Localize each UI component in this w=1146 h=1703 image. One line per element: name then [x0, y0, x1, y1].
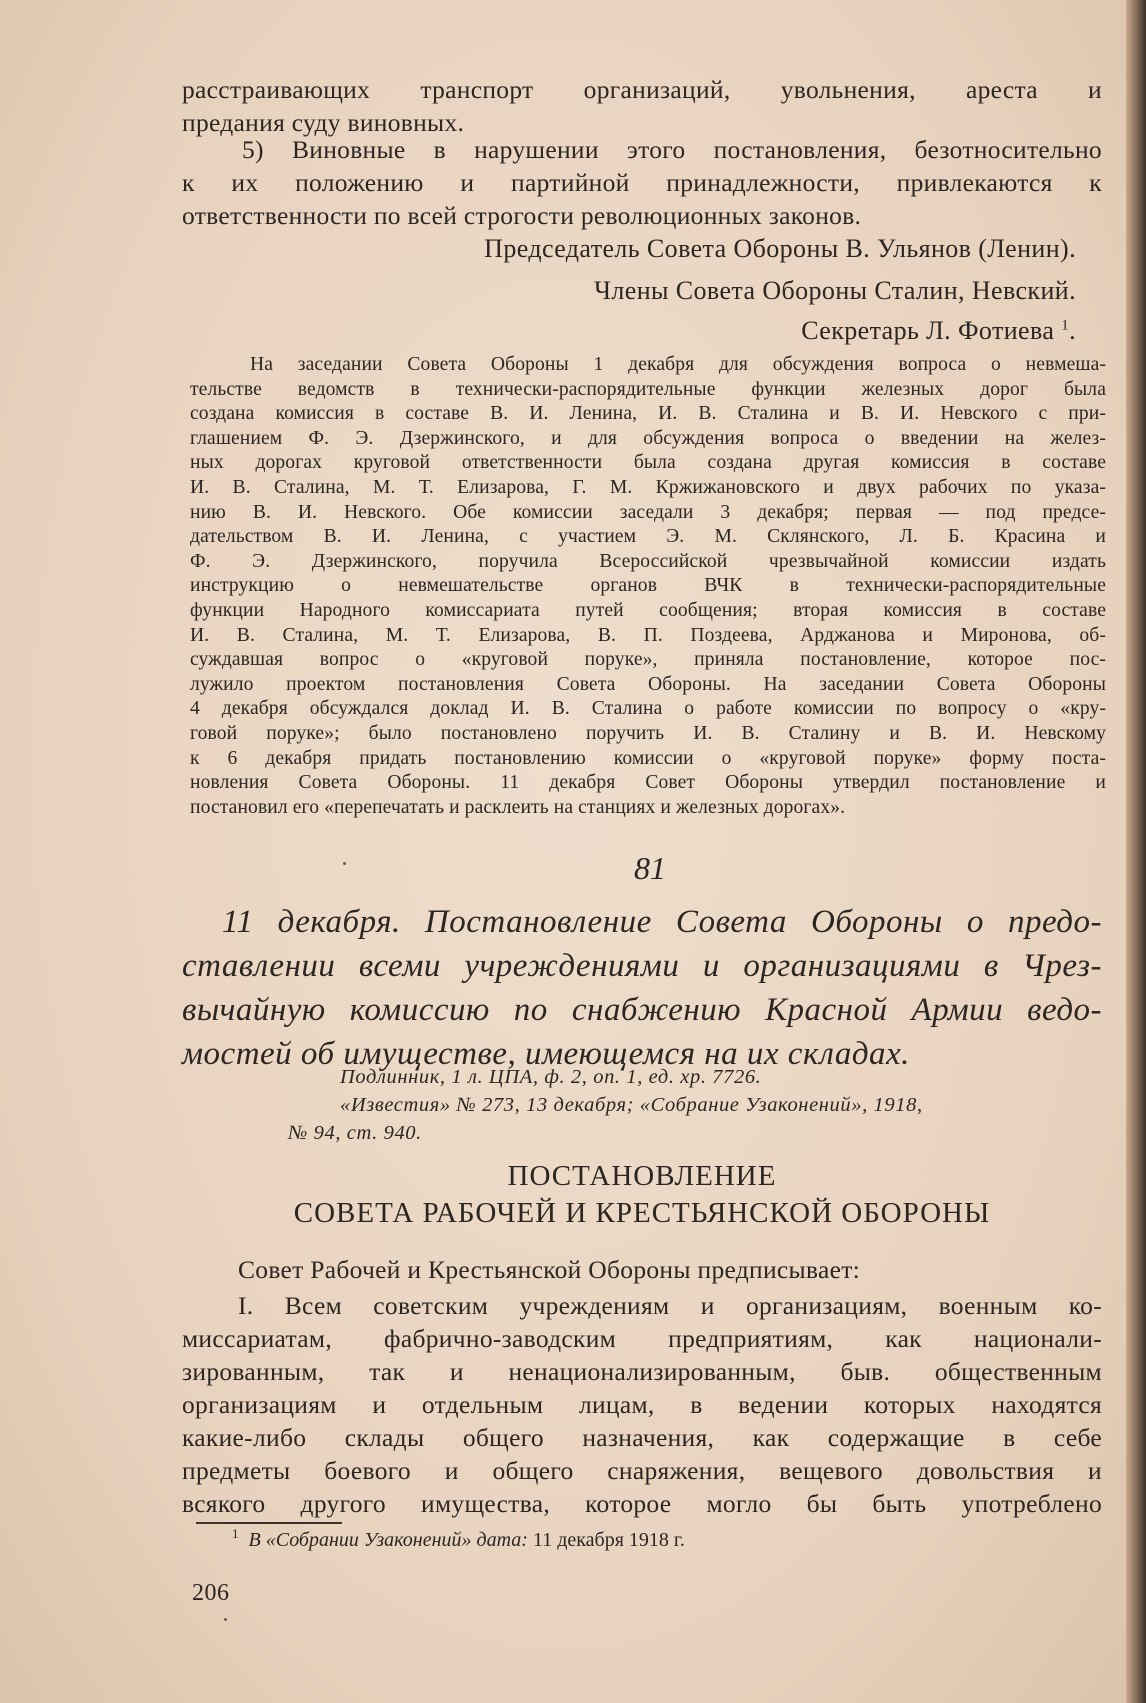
note-line: нию В. И. Невского. Обе комиссии заседали 3 декабря; первая — под предсе-: [190, 501, 1106, 523]
text-line: миссариатам, фабрично-заводским предприятиям, как национали-: [182, 1324, 1102, 1353]
signature-members: Члены Совета Обороны Сталин, Невский.: [594, 276, 1076, 305]
note-line: говой поруке»; было постановлено поручить И. В. Сталину и В. И. Невскому: [190, 722, 1106, 744]
note-line: тельстве ведомств в технически-распорядительные функции железных дорог была: [190, 378, 1106, 400]
note-line: создана комиссия в составе В. И. Ленина, И. В. Сталина и В. И. Невского с при-: [190, 403, 1106, 425]
note-line: новления Совета Обороны. 11 декабря Совет Обороны утвердил постановление и: [190, 772, 1106, 794]
footnote-italic: В «Собрании Узаконений» дата:: [248, 1529, 528, 1551]
note-line: суждавшая вопрос о «круговой поруке», приняла постановление, которое пос-: [190, 649, 1106, 671]
secretary-text: Секретарь Л. Фотиева: [801, 316, 1055, 345]
note-line: ных дорогах круговой ответственности была создана другая комиссия в составе: [190, 452, 1106, 474]
footnote-mark: 1: [1061, 317, 1070, 334]
note-line: На заседании Совета Обороны 1 декабря для обсуждения вопроса о невмеша-: [250, 354, 1106, 375]
decree-title-line-2: СОВЕТА РАБОЧЕЙ И КРЕСТЬЯНСКОЙ ОБОРОНЫ: [293, 1197, 991, 1229]
note-line: постановил его «перепечатать и расклеить на станциях и железных дорогах».: [190, 796, 846, 818]
text-line: 5) Виновные в нарушении этого постановления, безотносительно: [242, 135, 1102, 164]
page-number: 206: [192, 1580, 230, 1606]
note-line: глашением Ф. Э. Дзержинского, и для обсуждения вопроса о введении на желез-: [190, 427, 1106, 449]
document-heading: [182, 900, 1102, 1076]
signature-chairman: Председатель Совета Обороны В. Ульянов (Ленин).: [484, 234, 1076, 263]
note-line: функции Народного комиссариата путей сообщения; вторая комиссия в составе: [190, 599, 1106, 621]
decree-body: [182, 1253, 1102, 1520]
text-line: расстраивающих транспорт организаций, увольнения, ареста и: [182, 75, 1102, 104]
note-line: дательством В. И. Ленина, с участием Э. М. Склянского, Л. Б. Красина и: [190, 526, 1106, 548]
note-line: 4 декабря обсуждался доклад И. В. Сталина о работе комиссии по вопросу о «кру-: [190, 698, 1106, 720]
note-line: инструкцию о невмешательстве органов ВЧК в технически-распорядительные: [190, 575, 1106, 597]
note-line: И. В. Сталина, М. Т. Елизарова, В. П. Поздеева, Арджанова и Миронова, об-: [190, 624, 1106, 646]
commentary-note: [190, 353, 1106, 820]
text-line: организациям и отдельным лицам, в ведении которых находятся: [182, 1390, 1102, 1419]
footnote-mark: 1: [232, 1526, 239, 1542]
text-line: ответственности по всей строгости революционных законов.: [182, 201, 862, 230]
footnote-date: 11 декабря 1918 г.: [532, 1529, 685, 1551]
page-edge-shadow: [1126, 0, 1146, 1703]
source-notes: [288, 1063, 1100, 1147]
document-number: 81: [634, 850, 666, 886]
text-line: I. Всем советским учреждениям и организациям, военным ко-: [238, 1291, 1102, 1320]
point-5-paragraph: [182, 133, 1102, 232]
paper-speck: [224, 1618, 227, 1621]
note-line: И. В. Сталина, М. Т. Елизарова, Г. М. Кржижановского и двух рабочих по указа-: [190, 476, 1106, 498]
heading-line: 11 декабря. Постановление Совета Обороны о предо-: [222, 904, 1102, 940]
note-line: Ф. Э. Дзержинского, поручила Всероссийской чрезвычайной комиссии издать: [190, 550, 1106, 572]
text-line: Совет Рабочей и Крестьянской Обороны предписывает:: [238, 1255, 861, 1284]
footnote: [232, 1526, 685, 1554]
source-line: Подлинник, 1 л. ЦПА, ф. 2, оп. 1, ед. хр. 7726.: [340, 1066, 762, 1088]
text-line: к их положению и партийной принадлежности, привлекаются к: [182, 168, 1102, 197]
paper-speck: [343, 862, 346, 865]
signature-secretary: [801, 310, 1076, 352]
source-line: «Известия» № 273, 13 декабря; «Собрание Узаконений», 1918,: [340, 1094, 923, 1116]
secretary-end: .: [1069, 316, 1076, 345]
heading-line: ставлении всеми учреждениями и организациями в Чрез-: [182, 948, 1102, 984]
heading-line: вычайную комиссию по снабжению Красной Армии ведо-: [182, 992, 1102, 1028]
top-paragraph: [182, 73, 1102, 139]
text-line: всякого другого имущества, которое могло бы быть употреблено: [182, 1489, 1102, 1518]
text-line: какие-либо склады общего назначения, как содержащие в себе: [182, 1423, 1102, 1452]
decree-title-line-1: ПОСТАНОВЛЕНИЕ: [507, 1160, 777, 1192]
heading-line: мостей об имуществе, имеющемся на их складах.: [182, 1036, 910, 1072]
source-line: № 94, ст. 940.: [288, 1122, 422, 1144]
text-line: зированным, так и ненационализированным, быв. общественным: [182, 1357, 1102, 1386]
footnote-rule: [196, 1522, 342, 1524]
note-line: к 6 декабря придать постановлению комиссии о «круговой поруке» форму поста-: [190, 747, 1106, 769]
text-line: предметы боевого и общего снаряжения, вещевого довольствия и: [182, 1456, 1102, 1485]
text-line: предания суду виновных.: [182, 108, 465, 137]
note-line: лужило проектом постановления Совета Обороны. На заседании Совета Обороны: [190, 673, 1106, 695]
